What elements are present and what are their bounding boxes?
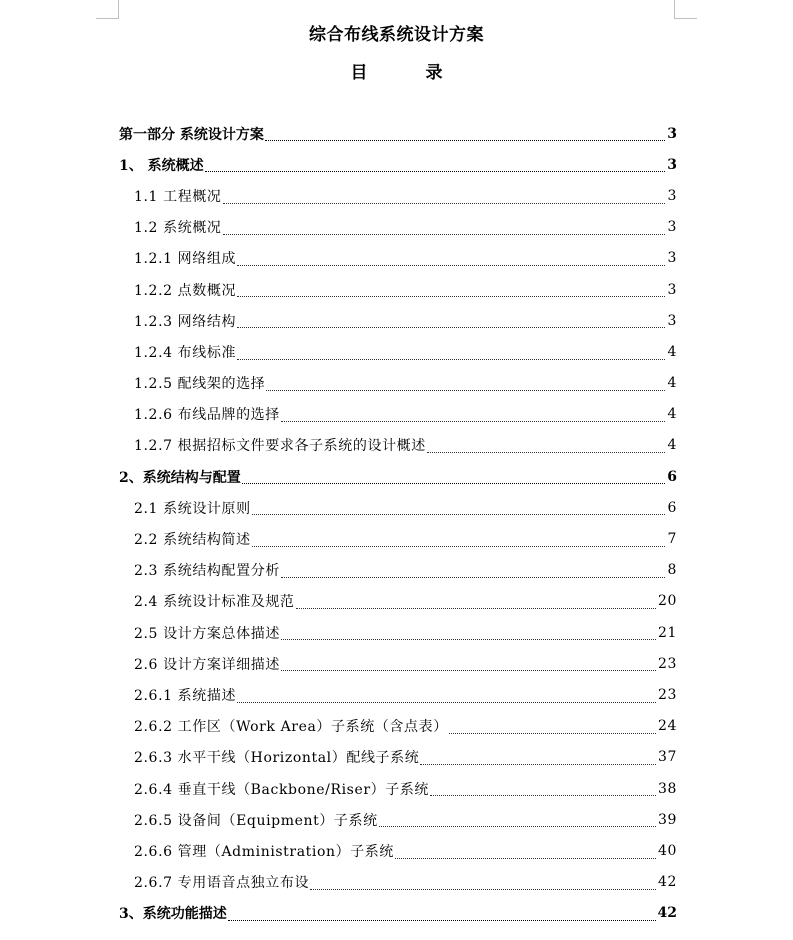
toc-entry[interactable] bbox=[119, 305, 677, 336]
toc-page-number: 6 bbox=[667, 499, 677, 516]
toc-dot-leader bbox=[430, 795, 656, 796]
toc-dot-leader bbox=[237, 265, 665, 266]
toc-entry-label: 2、系统结构与配置 bbox=[119, 469, 241, 486]
toc-entry-label: 3、系统功能描述 bbox=[119, 906, 227, 923]
toc-dot-leader bbox=[281, 670, 656, 671]
toc-entry[interactable] bbox=[119, 430, 677, 461]
toc-page-number: 37 bbox=[657, 749, 677, 766]
toc-page-number: 38 bbox=[657, 780, 677, 797]
toc-entry[interactable] bbox=[119, 118, 677, 149]
toc-entry-label: 2.6.7 专用语音点独立布设 bbox=[134, 875, 310, 892]
toc-dot-leader bbox=[237, 327, 665, 328]
toc-entry[interactable] bbox=[119, 867, 677, 898]
toc-entry-label: 1.2 系统概况 bbox=[134, 220, 222, 237]
toc-dot-leader bbox=[252, 546, 666, 547]
table-of-contents bbox=[119, 118, 677, 929]
toc-entry[interactable] bbox=[119, 679, 677, 710]
toc-entry-label: 2.6.5 设备间（Equipment）子系统 bbox=[134, 812, 378, 829]
toc-page-number: 3 bbox=[667, 281, 677, 298]
toc-dot-leader bbox=[223, 203, 666, 204]
toc-page-number: 42 bbox=[657, 905, 677, 922]
toc-dot-leader bbox=[427, 452, 666, 453]
toc-entry[interactable] bbox=[119, 555, 677, 586]
toc-page-number: 4 bbox=[667, 437, 677, 454]
toc-entry-label: 2.2 系统结构简述 bbox=[134, 532, 251, 549]
toc-entry-label: 1.2.3 网络结构 bbox=[134, 313, 237, 330]
toc-entry-label: 1、 系统概述 bbox=[119, 157, 204, 174]
toc-entry[interactable] bbox=[119, 617, 677, 648]
toc-page-number: 3 bbox=[667, 219, 677, 236]
toc-entry[interactable] bbox=[119, 336, 677, 367]
toc-dot-leader bbox=[265, 140, 665, 141]
toc-entry[interactable] bbox=[119, 648, 677, 679]
toc-entry[interactable] bbox=[119, 492, 677, 523]
toc-dot-leader bbox=[420, 764, 656, 765]
toc-entry[interactable] bbox=[119, 742, 677, 773]
toc-page-number: 24 bbox=[657, 718, 677, 735]
toc-entry-label: 2.6.4 垂直干线（Backbone/Riser）子系统 bbox=[134, 781, 430, 798]
toc-entry-label: 1.2.5 配线架的选择 bbox=[134, 376, 266, 393]
toc-entry[interactable] bbox=[119, 461, 677, 492]
toc-entry-label: 2.6.6 管理（Administration）子系统 bbox=[134, 843, 394, 860]
toc-entry[interactable] bbox=[119, 399, 677, 430]
toc-entry[interactable] bbox=[119, 711, 677, 742]
toc-entry-label: 1.1 工程概况 bbox=[134, 188, 222, 205]
toc-entry-label: 1.2.4 布线标准 bbox=[134, 344, 237, 361]
document-title: 综合布线系统设计方案 bbox=[309, 25, 484, 45]
toc-page-number: 3 bbox=[667, 156, 677, 173]
toc-page-number: 8 bbox=[667, 562, 677, 579]
toc-entry[interactable] bbox=[119, 149, 677, 180]
toc-page-number: 3 bbox=[667, 312, 677, 329]
toc-entry-label: 2.1 系统设计原则 bbox=[134, 500, 251, 517]
toc-dot-leader bbox=[281, 639, 656, 640]
toc-page-number: 42 bbox=[657, 874, 677, 891]
toc-entry-label: 2.4 系统设计标准及规范 bbox=[134, 594, 295, 611]
toc-entry[interactable] bbox=[119, 180, 677, 211]
crop-mark-top-left bbox=[96, 0, 119, 19]
toc-entry[interactable] bbox=[119, 274, 677, 305]
toc-dot-leader bbox=[281, 421, 666, 422]
toc-dot-leader bbox=[296, 608, 656, 609]
toc-entry[interactable] bbox=[119, 586, 677, 617]
toc-dot-leader bbox=[395, 858, 656, 859]
toc-heading: 目 录 bbox=[350, 63, 443, 83]
toc-page-number: 7 bbox=[667, 531, 677, 548]
toc-entry-label: 1.2.1 网络组成 bbox=[134, 251, 237, 268]
toc-dot-leader bbox=[223, 234, 666, 235]
toc-page-number: 23 bbox=[657, 655, 677, 672]
toc-page-number: 39 bbox=[657, 811, 677, 828]
toc-page-number: 21 bbox=[657, 624, 677, 641]
toc-dot-leader bbox=[379, 826, 656, 827]
toc-dot-leader bbox=[281, 577, 666, 578]
toc-dot-leader bbox=[237, 359, 665, 360]
toc-dot-leader bbox=[205, 171, 666, 172]
toc-page-number: 4 bbox=[667, 375, 677, 392]
toc-page-number: 20 bbox=[657, 593, 677, 610]
toc-entry-label: 2.6.3 水平干线（Horizontal）配线子系统 bbox=[134, 750, 420, 767]
toc-page-number: 4 bbox=[667, 406, 677, 423]
toc-entry-label: 2.3 系统结构配置分析 bbox=[134, 563, 280, 580]
toc-dot-leader bbox=[266, 390, 665, 391]
crop-mark-top-right bbox=[674, 0, 697, 19]
toc-page-number: 6 bbox=[667, 468, 677, 485]
toc-page-number: 3 bbox=[667, 250, 677, 267]
toc-entry-label: 2.6.2 工作区（Work Area）子系统（含点表） bbox=[134, 719, 448, 736]
toc-page-number: 4 bbox=[667, 343, 677, 360]
toc-entry-label: 第一部分 系统设计方案 bbox=[119, 126, 264, 143]
toc-entry-label: 1.2.7 根据招标文件要求各子系统的设计概述 bbox=[134, 438, 426, 455]
toc-entry[interactable] bbox=[119, 804, 677, 835]
toc-page-number: 23 bbox=[657, 686, 677, 703]
toc-dot-leader bbox=[237, 296, 665, 297]
toc-dot-leader bbox=[310, 889, 656, 890]
toc-entry-label: 2.6 设计方案详细描述 bbox=[134, 656, 280, 673]
toc-dot-leader bbox=[237, 702, 656, 703]
toc-entry[interactable] bbox=[119, 523, 677, 554]
toc-entry[interactable] bbox=[119, 212, 677, 243]
toc-entry-label: 2.6.1 系统描述 bbox=[134, 687, 237, 704]
toc-entry[interactable] bbox=[119, 368, 677, 399]
toc-dot-leader bbox=[228, 920, 656, 921]
toc-dot-leader bbox=[242, 483, 666, 484]
toc-page-number: 3 bbox=[667, 187, 677, 204]
toc-entry[interactable] bbox=[119, 898, 677, 929]
toc-page-number: 3 bbox=[667, 125, 677, 142]
toc-entry[interactable] bbox=[119, 835, 677, 866]
toc-entry-label: 1.2.2 点数概况 bbox=[134, 282, 237, 299]
toc-entry-label: 1.2.6 布线品牌的选择 bbox=[134, 407, 280, 424]
toc-page-number: 40 bbox=[657, 842, 677, 859]
toc-dot-leader bbox=[449, 733, 656, 734]
toc-entry-label: 2.5 设计方案总体描述 bbox=[134, 625, 280, 642]
toc-dot-leader bbox=[252, 514, 666, 515]
toc-entry[interactable] bbox=[119, 773, 677, 804]
toc-entry[interactable] bbox=[119, 243, 677, 274]
